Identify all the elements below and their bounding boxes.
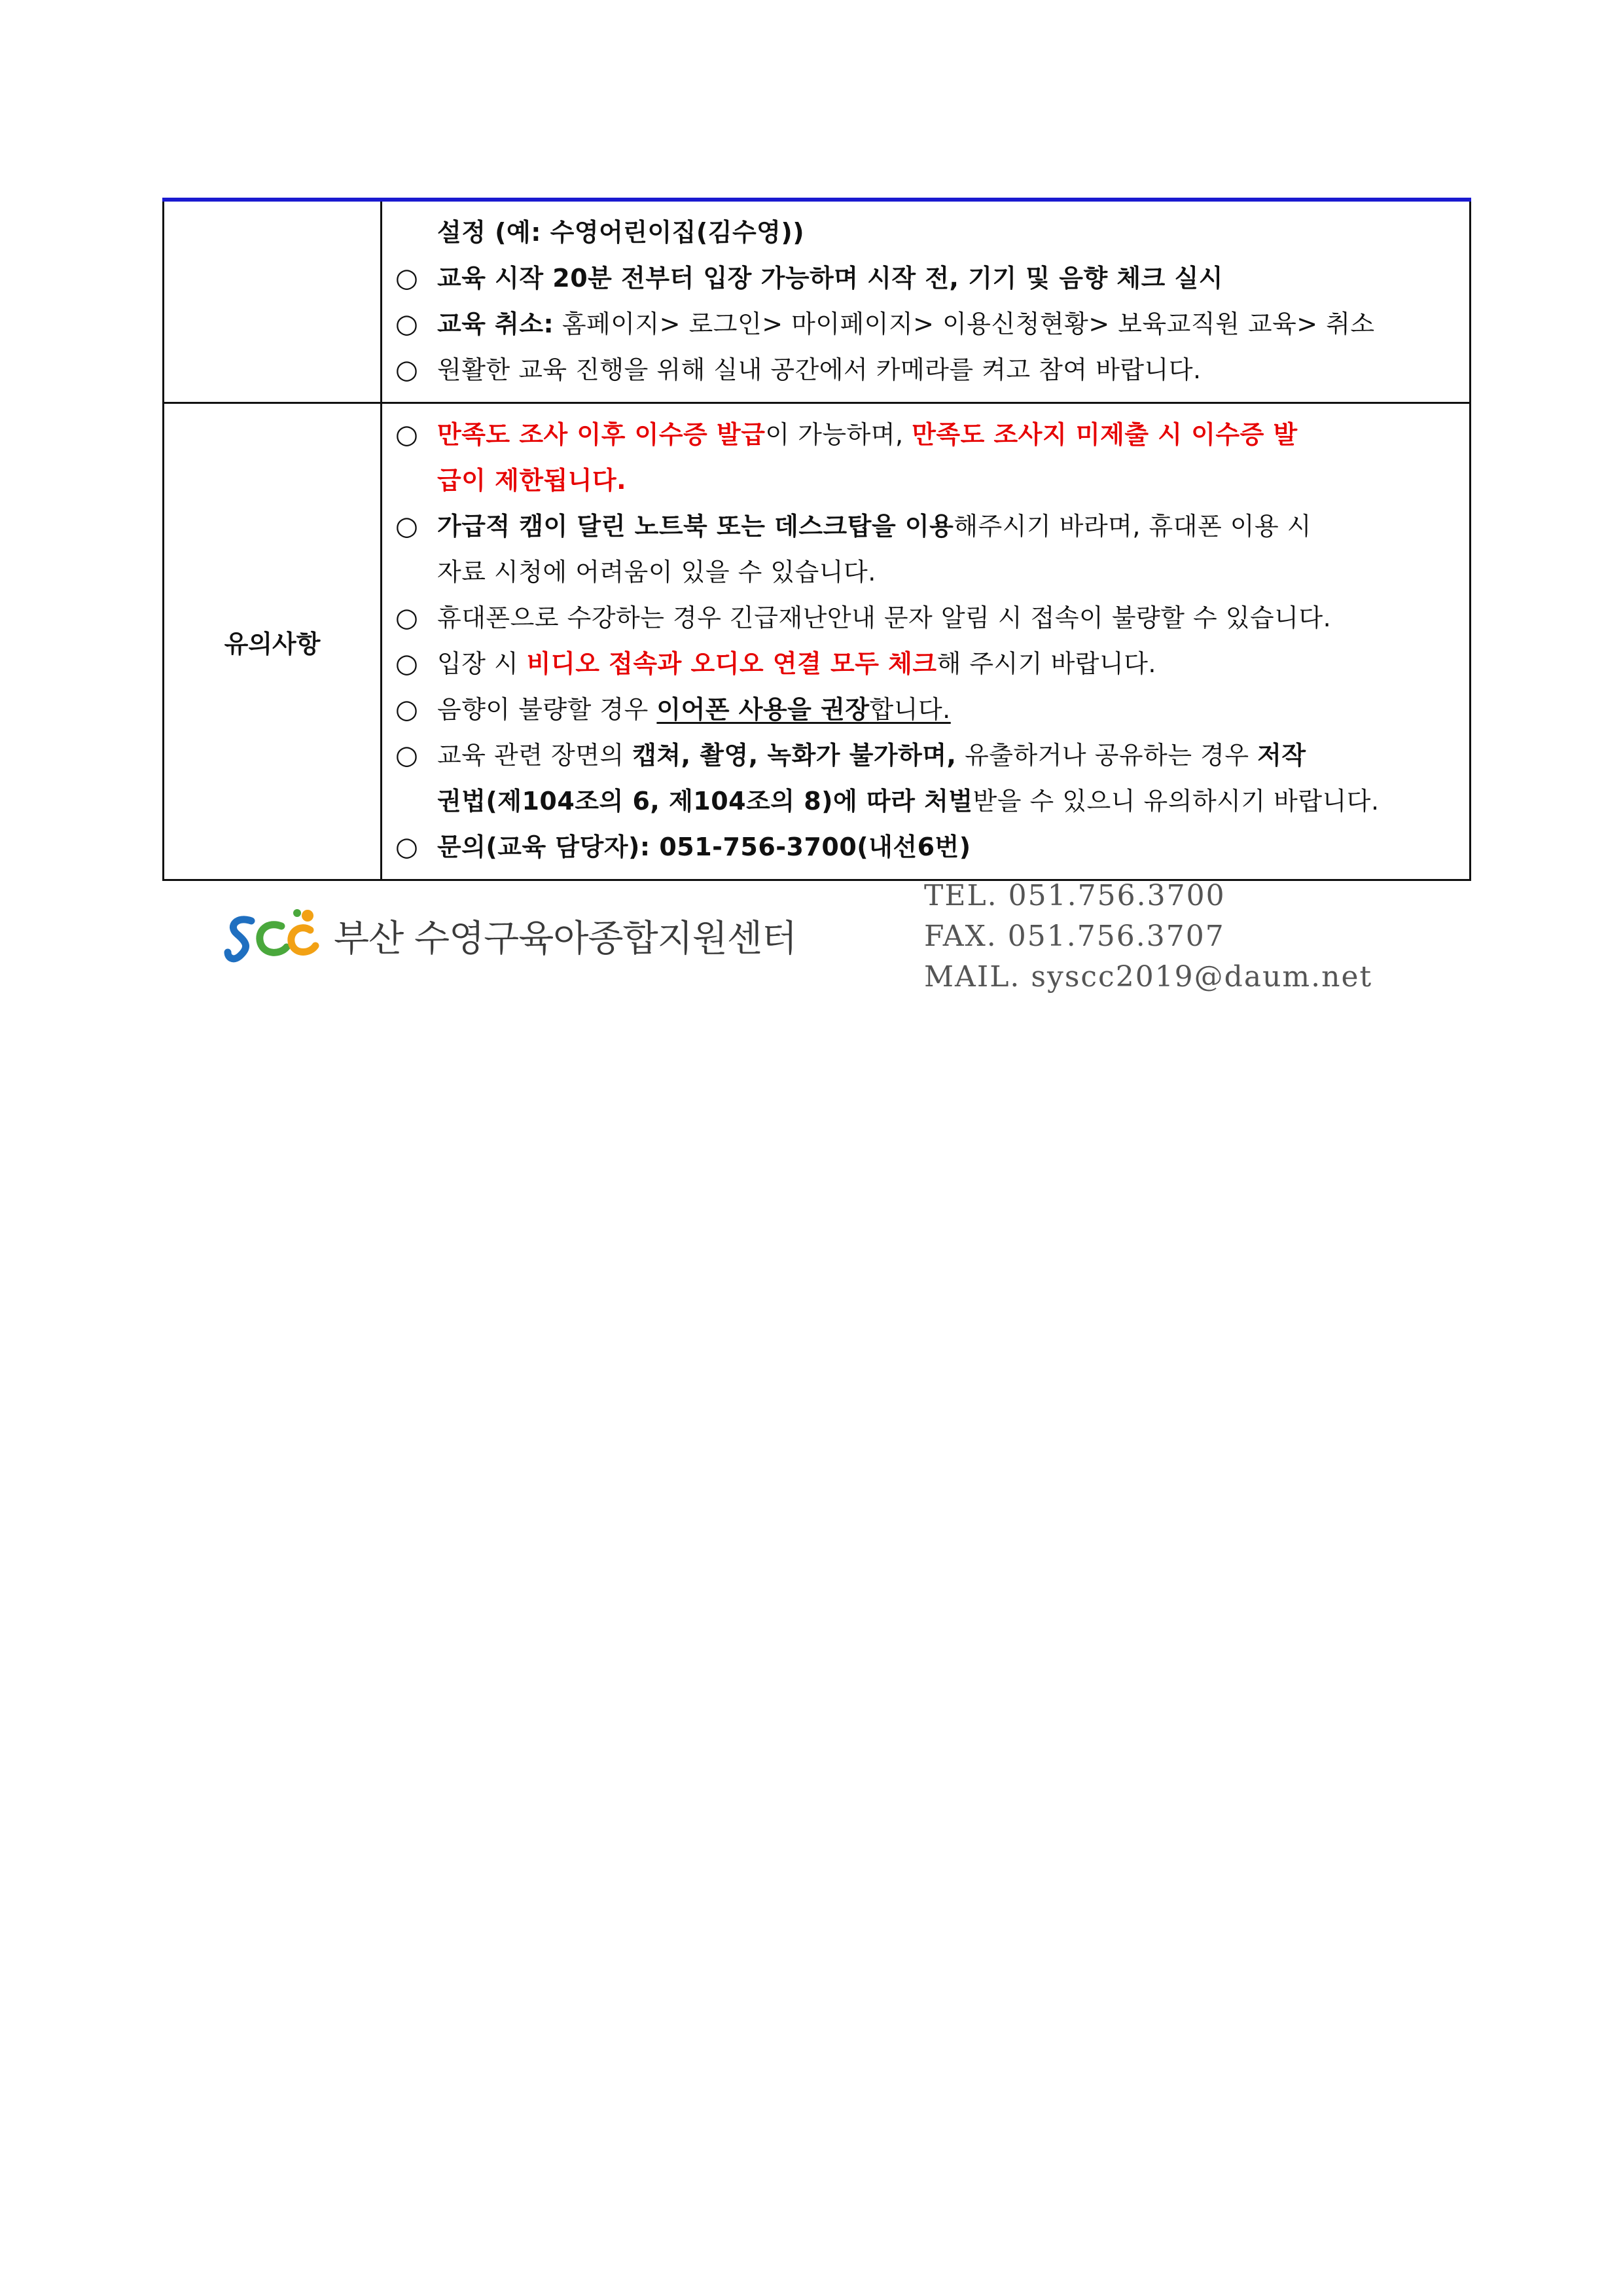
- item-text: 이 가능하며,: [765, 420, 912, 449]
- item-text: 교육 취소:: [437, 310, 554, 338]
- item-text: 가급적 캠이 달린 노트북 또는 데스크탑을 이용: [437, 512, 954, 541]
- row-label-empty: [164, 200, 382, 403]
- list-item: [395, 209, 1455, 255]
- item-text: 설정 (예: 수영어린이집(김수영)): [437, 218, 805, 247]
- circle-bullet-icon: ○: [395, 420, 419, 450]
- contact-block: [924, 876, 1372, 997]
- item-text: 만족도 조사 이후 이수증 발급: [437, 420, 766, 449]
- item-text: 음향이 불량할 경우: [437, 695, 657, 724]
- fax-text: FAX. 051.756.3707: [924, 920, 1225, 953]
- list-item: [395, 595, 1455, 641]
- list-item: [395, 503, 1455, 549]
- item-list: [395, 412, 1455, 870]
- logo-mark-icon: [224, 906, 322, 965]
- item-text: 권법(제104조의 6, 제104조의 8)에 따라 처벌: [437, 787, 973, 816]
- list-item: [395, 412, 1455, 457]
- item-text: 홈페이지> 로그인> 마이페이지> 이용신청현황> 보육교직원 교육> 취소: [554, 310, 1375, 338]
- notice-table: [162, 198, 1471, 881]
- circle-bullet-icon: ○: [395, 309, 419, 339]
- item-text: 원활한 교육 진행을 위해 실내 공간에서 카메라를 켜고 참여 바랍니다.: [437, 355, 1202, 384]
- item-text: 교육 시작 20분 전부터 입장 가능하며 시작 전, 기기 및 음향 체크 실시: [437, 264, 1223, 293]
- list-item: [395, 301, 1455, 347]
- footer-logo: [224, 903, 796, 969]
- item-text: 문의(교육 담당자): 051-756-3700(내선6번): [437, 833, 971, 861]
- row-label-notes: 유의사항: [164, 403, 382, 880]
- tel-text: TEL. 051.756.3700: [924, 879, 1226, 912]
- row-content-notes: [382, 403, 1471, 880]
- item-text: 이어폰 사용을 권장: [656, 695, 870, 724]
- item-text: 받을 수 있으니 유의하시기 바랍니다.: [972, 787, 1380, 816]
- item-text: 해주시기 바라며, 휴대폰 이용 시: [954, 512, 1311, 541]
- item-text: 유출하거나 공유하는 경우: [956, 741, 1258, 770]
- mail-text: MAIL. syscc2019@daum.net: [924, 960, 1373, 994]
- org-name: 부산 수영구육아종합지원센터: [334, 918, 797, 960]
- list-item: [395, 778, 1455, 824]
- item-text: 만족도 조사지 미제출 시 이수증 발: [912, 420, 1298, 449]
- list-item: [395, 687, 1455, 732]
- list-item: [395, 549, 1455, 595]
- table-row-notes: [164, 403, 1471, 880]
- item-text: 입장 시: [437, 649, 527, 678]
- list-item: [395, 347, 1455, 393]
- item-text: 비디오 접속과 오디오 연결 모두 체크: [526, 649, 937, 678]
- circle-bullet-icon: ○: [395, 263, 419, 293]
- list-item: [395, 732, 1455, 778]
- table-row-setup: [164, 200, 1471, 403]
- item-list: [395, 209, 1455, 393]
- list-item: [395, 255, 1455, 301]
- item-text: 휴대폰으로 수강하는 경우 긴급재난안내 문자 알림 시 접속이 불량할 수 있습니다.: [437, 603, 1332, 632]
- row-content-setup: [382, 200, 1471, 403]
- circle-bullet-icon: ○: [395, 832, 419, 862]
- circle-bullet-icon: ○: [395, 649, 419, 679]
- list-item: [395, 824, 1455, 870]
- circle-bullet-icon: ○: [395, 511, 419, 541]
- item-text: 교육 관련 장면의: [437, 741, 633, 770]
- item-text: 자료 시청에 어려움이 있을 수 있습니다.: [437, 558, 876, 586]
- list-item: [395, 641, 1455, 687]
- circle-bullet-icon: ○: [395, 694, 419, 725]
- item-text: 급이 제한됩니다.: [437, 466, 627, 495]
- circle-bullet-icon: ○: [395, 603, 419, 633]
- item-text: 캡쳐, 촬영, 녹화가 불가하며,: [632, 741, 957, 770]
- item-text: 합니다.: [869, 695, 951, 724]
- circle-bullet-icon: ○: [395, 740, 419, 770]
- circle-bullet-icon: ○: [395, 355, 419, 385]
- item-text: 저작: [1257, 741, 1306, 770]
- list-item: [395, 457, 1455, 503]
- item-text: 해 주시기 바랍니다.: [936, 649, 1156, 678]
